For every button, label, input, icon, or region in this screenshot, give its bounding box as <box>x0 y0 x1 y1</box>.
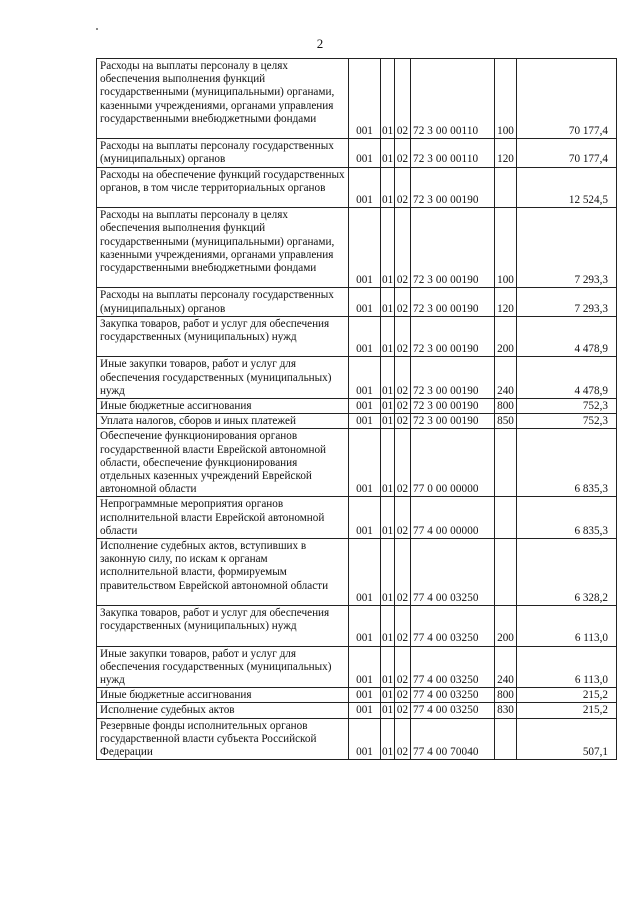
expense-type-code <box>495 718 517 760</box>
amount: 6 113,0 <box>517 646 617 688</box>
subsection-code: 02 <box>395 139 411 167</box>
subsection-code: 02 <box>395 316 411 357</box>
table-row <box>97 703 617 718</box>
budget-table <box>96 58 617 760</box>
section-code: 01 <box>381 167 395 208</box>
subsection-code: 02 <box>395 606 411 647</box>
table-row <box>97 718 617 760</box>
ministry-code: 001 <box>349 288 381 316</box>
amount: 4 478,9 <box>517 357 617 399</box>
amount: 6 835,3 <box>517 429 617 497</box>
expense-type-code <box>495 497 517 539</box>
ministry-code: 001 <box>349 703 381 718</box>
table-row <box>97 539 617 606</box>
subsection-code: 02 <box>395 59 411 139</box>
section-code: 01 <box>381 59 395 139</box>
target-article-code: 72 3 00 00190 <box>411 208 495 288</box>
row-name: Закупка товаров, работ и услуг для обеспечения государственных (муниципальных) нужд <box>97 316 349 357</box>
subsection-code: 02 <box>395 703 411 718</box>
amount: 215,2 <box>517 703 617 718</box>
row-name: Расходы на выплаты персоналу государственных (муниципальных) органов <box>97 139 349 167</box>
expense-type-code: 120 <box>495 288 517 316</box>
scan-speck <box>96 28 98 30</box>
subsection-code: 02 <box>395 497 411 539</box>
target-article-code: 77 4 00 70040 <box>411 718 495 760</box>
amount: 70 177,4 <box>517 139 617 167</box>
expense-type-code: 240 <box>495 646 517 688</box>
expense-type-code: 120 <box>495 139 517 167</box>
table-row <box>97 288 617 316</box>
table-row <box>97 398 617 413</box>
row-name: Расходы на выплаты персоналу в целях обеспечения выполнения функций государственными (муниципальными) органами, казенными учреждениями, органами управления государственными внебюджетными фондами <box>97 208 349 288</box>
target-article-code: 77 0 00 00000 <box>411 429 495 497</box>
subsection-code: 02 <box>395 539 411 606</box>
expense-type-code: 830 <box>495 703 517 718</box>
subsection-code: 02 <box>395 646 411 688</box>
row-name: Расходы на выплаты персоналу государственных (муниципальных) органов <box>97 288 349 316</box>
subsection-code: 02 <box>395 167 411 208</box>
table-row <box>97 316 617 357</box>
ministry-code: 001 <box>349 429 381 497</box>
subsection-code: 02 <box>395 429 411 497</box>
amount: 752,3 <box>517 398 617 413</box>
amount: 215,2 <box>517 688 617 703</box>
section-code: 01 <box>381 288 395 316</box>
target-article-code: 77 4 00 03250 <box>411 606 495 647</box>
section-code: 01 <box>381 718 395 760</box>
section-code: 01 <box>381 539 395 606</box>
amount: 6 113,0 <box>517 606 617 647</box>
table-row <box>97 646 617 688</box>
target-article-code: 77 4 00 00000 <box>411 497 495 539</box>
amount: 752,3 <box>517 414 617 429</box>
target-article-code: 72 3 00 00110 <box>411 139 495 167</box>
ministry-code: 001 <box>349 539 381 606</box>
ministry-code: 001 <box>349 167 381 208</box>
table-row <box>97 688 617 703</box>
amount: 6 328,2 <box>517 539 617 606</box>
expense-type-code <box>495 167 517 208</box>
row-name: Иные бюджетные ассигнования <box>97 398 349 413</box>
row-name: Исполнение судебных актов, вступивших в законную силу, по искам к органам исполнительной власти, формируемым правительством Еврейской автономной области <box>97 539 349 606</box>
target-article-code: 72 3 00 00110 <box>411 59 495 139</box>
target-article-code: 77 4 00 03250 <box>411 539 495 606</box>
row-name: Иные закупки товаров, работ и услуг для обеспечения государственных (муниципальных) нужд <box>97 646 349 688</box>
ministry-code: 001 <box>349 59 381 139</box>
ministry-code: 001 <box>349 398 381 413</box>
table-row <box>97 167 617 208</box>
target-article-code: 77 4 00 03250 <box>411 703 495 718</box>
table-row <box>97 606 617 647</box>
expense-type-code: 850 <box>495 414 517 429</box>
target-article-code: 72 3 00 00190 <box>411 414 495 429</box>
section-code: 01 <box>382 399 394 412</box>
amount: 4 478,9 <box>517 316 617 357</box>
row-name: Исполнение судебных актов <box>97 703 349 718</box>
section-code: 01 <box>381 429 395 497</box>
ministry-code: 001 <box>349 139 381 167</box>
row-name: Непрограммные мероприятия органов исполнительной власти Еврейской автономной области <box>97 497 349 539</box>
ministry-code: 001 <box>349 208 381 288</box>
row-name: Иные бюджетные ассигнования <box>97 688 349 703</box>
target-article-code: 77 4 00 03250 <box>411 646 495 688</box>
target-article-code: 72 3 00 00190 <box>411 316 495 357</box>
ministry-code: 001 <box>349 718 381 760</box>
expense-type-code: 100 <box>495 59 517 139</box>
amount: 7 293,3 <box>517 208 617 288</box>
table-row <box>97 497 617 539</box>
row-name: Резервные фонды исполнительных органов государственной власти субъекта Российской Федерации <box>97 718 349 760</box>
section-code: 01 <box>381 139 395 167</box>
ministry-code: 001 <box>349 414 381 429</box>
amount: 70 177,4 <box>517 59 617 139</box>
amount: 12 524,5 <box>517 167 617 208</box>
row-name: Расходы на выплаты персоналу в целях обеспечения выполнения функций государственными (муниципальными) органами, казенными учреждениями, органами управления государственными внебюджетными фондами <box>97 59 349 139</box>
row-name: Обеспечение функционирования органов государственной власти Еврейской автономной области, обеспечение функционирования отдельных казенных учреждений Еврейской автономной области <box>97 429 349 497</box>
expense-type-code <box>495 539 517 606</box>
section-code: 01 <box>381 357 395 399</box>
section-code: 01 <box>381 316 395 357</box>
section-code: 01 <box>381 606 395 647</box>
ministry-code: 001 <box>349 606 381 647</box>
row-name: Иные закупки товаров, работ и услуг для обеспечения государственных (муниципальных) нужд <box>97 357 349 399</box>
table-row <box>97 59 617 139</box>
amount: 7 293,3 <box>517 288 617 316</box>
section-code: 01 <box>381 497 395 539</box>
ministry-code: 001 <box>349 688 381 703</box>
expense-type-code: 240 <box>495 357 517 399</box>
table-row <box>97 208 617 288</box>
target-article-code: 72 3 00 00190 <box>411 357 495 399</box>
target-article-code: 72 3 00 00190 <box>411 288 495 316</box>
section-code: 01 <box>382 704 394 717</box>
table-row <box>97 414 617 429</box>
expense-type-code: 200 <box>495 606 517 647</box>
subsection-code: 02 <box>395 718 411 760</box>
table-row <box>97 357 617 399</box>
subsection-code: 02 <box>395 688 411 703</box>
expense-type-code: 800 <box>495 688 517 703</box>
subsection-code: 02 <box>395 288 411 316</box>
row-name: Закупка товаров, работ и услуг для обеспечения государственных (муниципальных) нужд <box>97 606 349 647</box>
subsection-code: 02 <box>395 208 411 288</box>
amount: 507,1 <box>517 718 617 760</box>
expense-type-code: 100 <box>495 208 517 288</box>
table-row <box>97 429 617 497</box>
ministry-code: 001 <box>349 646 381 688</box>
subsection-code: 02 <box>395 357 411 399</box>
expense-type-code: 200 <box>495 316 517 357</box>
expense-type-code <box>495 429 517 497</box>
subsection-code: 02 <box>395 414 411 429</box>
row-name: Уплата налогов, сборов и иных платежей <box>97 414 349 429</box>
expense-type-code: 800 <box>495 398 517 413</box>
target-article-code: 77 4 00 03250 <box>411 688 495 703</box>
row-name: Расходы на обеспечение функций государственных органов, в том числе территориальных органов <box>97 167 349 208</box>
ministry-code: 001 <box>349 316 381 357</box>
table-row <box>97 139 617 167</box>
ministry-code: 001 <box>349 497 381 539</box>
ministry-code: 001 <box>349 357 381 399</box>
section-code: 01 <box>382 689 394 702</box>
section-code: 01 <box>381 208 395 288</box>
section-code: 01 <box>382 415 394 428</box>
amount: 6 835,3 <box>517 497 617 539</box>
section-code: 01 <box>381 646 395 688</box>
target-article-code: 72 3 00 00190 <box>411 167 495 208</box>
subsection-code: 02 <box>395 398 411 413</box>
page-number: 2 <box>316 36 324 51</box>
target-article-code: 72 3 00 00190 <box>411 398 495 413</box>
